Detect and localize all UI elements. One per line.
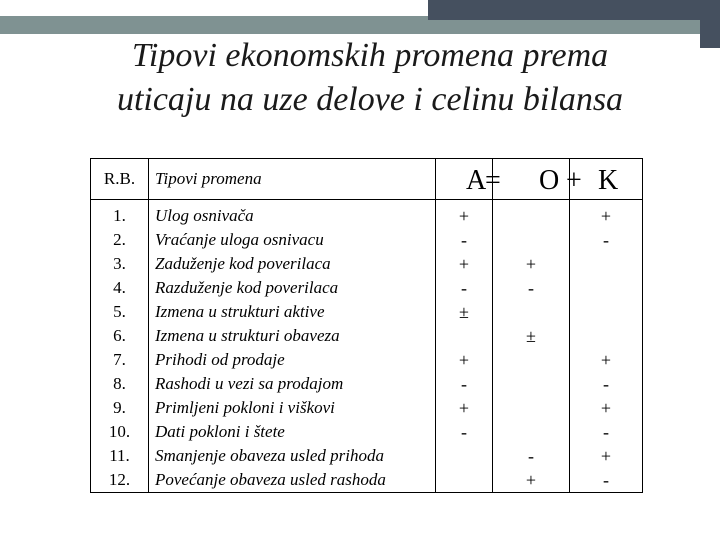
economic-changes-table	[90, 158, 643, 493]
row-sign-a: ±	[459, 302, 469, 322]
rb-list	[91, 200, 148, 492]
row-sign-k: +	[600, 446, 612, 466]
row-sign-k: -	[603, 374, 609, 394]
row-change-type: Prihodi od prodaje	[155, 350, 285, 369]
slide-title	[40, 34, 700, 122]
row-number: 5.	[113, 302, 126, 321]
row-sign-a: +	[458, 254, 470, 274]
header-a-cell	[436, 159, 493, 200]
row-sign-o	[493, 372, 569, 396]
o-column	[493, 200, 570, 493]
row-sign-k	[570, 324, 642, 348]
top-bar-dark	[428, 0, 720, 20]
header-o: O	[539, 165, 560, 196]
header-eq: =	[485, 165, 501, 196]
row-sign-k: -	[603, 422, 609, 442]
row-change-type: Razduženje kod poverilaca	[155, 278, 339, 297]
row-number: 2.	[113, 230, 126, 249]
table-body-row	[91, 200, 643, 493]
row-change-type: Izmena u strukturi aktive	[155, 302, 325, 321]
header-k-cell	[566, 159, 643, 200]
row-sign-o	[493, 204, 569, 228]
row-sign-o	[493, 420, 569, 444]
header-plus: +	[566, 165, 582, 196]
top-bar-notch	[700, 0, 720, 48]
row-number: 3.	[113, 254, 126, 273]
a-sign-list	[436, 200, 492, 492]
row-number: 12.	[108, 470, 131, 489]
row-number: 1.	[113, 206, 126, 225]
row-sign-a: +	[458, 206, 470, 226]
row-sign-o: -	[528, 446, 534, 466]
row-change-type: Vraćanje uloga osnivacu	[155, 230, 324, 249]
row-sign-a: -	[461, 278, 467, 298]
row-sign-a: -	[461, 230, 467, 250]
row-change-type: Povećanje obaveza usled rashoda	[155, 470, 386, 489]
table-header-row	[91, 159, 643, 200]
slide-title-line1: Tipovi ekonomskih promena prema	[131, 37, 609, 74]
header-o-cell	[485, 159, 570, 200]
header-k: K	[598, 165, 619, 196]
row-sign-a: +	[458, 350, 470, 370]
row-sign-o: +	[525, 470, 537, 490]
row-sign-k: +	[600, 350, 612, 370]
row-sign-o	[493, 300, 569, 324]
row-sign-o: -	[528, 278, 534, 298]
row-change-type: Izmena u strukturi obaveza	[155, 326, 340, 345]
row-sign-a	[436, 444, 492, 468]
row-number: 8.	[113, 374, 126, 393]
row-sign-a: -	[461, 422, 467, 442]
row-change-type: Smanjenje obaveza usled prihoda	[155, 446, 384, 465]
o-sign-list	[493, 200, 569, 492]
row-sign-a	[436, 324, 492, 348]
row-change-type: Ulog osnivača	[155, 206, 254, 225]
row-number: 4.	[113, 278, 126, 297]
row-number: 7.	[113, 350, 126, 369]
row-sign-a: -	[461, 374, 467, 394]
tip-column	[149, 200, 436, 493]
row-sign-a	[436, 468, 492, 492]
row-sign-k: +	[600, 206, 612, 226]
row-sign-k	[570, 276, 642, 300]
row-change-type: Zaduženje kod poverilaca	[155, 254, 331, 273]
header-rb: R.B.	[91, 159, 149, 200]
rb-column	[91, 200, 149, 493]
header-tipovi: Tipovi promena	[149, 159, 436, 200]
row-sign-k: +	[600, 398, 612, 418]
slide-title-line2: uticaju na uze delove i celinu bilansa	[116, 81, 624, 118]
row-sign-k: -	[603, 470, 609, 490]
row-sign-o	[493, 396, 569, 420]
k-column	[570, 200, 643, 493]
row-sign-k: -	[603, 230, 609, 250]
row-sign-k	[570, 252, 642, 276]
row-number: 9.	[113, 398, 126, 417]
row-change-type: Primljeni pokloni i viškovi	[155, 398, 335, 417]
row-sign-a: +	[458, 398, 470, 418]
row-sign-o: +	[525, 254, 537, 274]
tip-list	[155, 200, 435, 492]
top-decoration-bar	[0, 0, 720, 32]
row-change-type: Rashodi u vezi sa prodajom	[155, 374, 344, 393]
k-sign-list	[570, 200, 642, 492]
a-column	[436, 200, 493, 493]
header-a: A	[466, 165, 487, 196]
row-number: 10.	[108, 422, 131, 441]
row-change-type: Dati pokloni i štete	[155, 422, 285, 441]
row-sign-o	[493, 348, 569, 372]
row-sign-o	[493, 228, 569, 252]
row-number: 6.	[113, 326, 126, 345]
row-sign-o: ±	[526, 326, 536, 346]
row-number: 11.	[109, 446, 130, 465]
row-sign-k	[570, 300, 642, 324]
